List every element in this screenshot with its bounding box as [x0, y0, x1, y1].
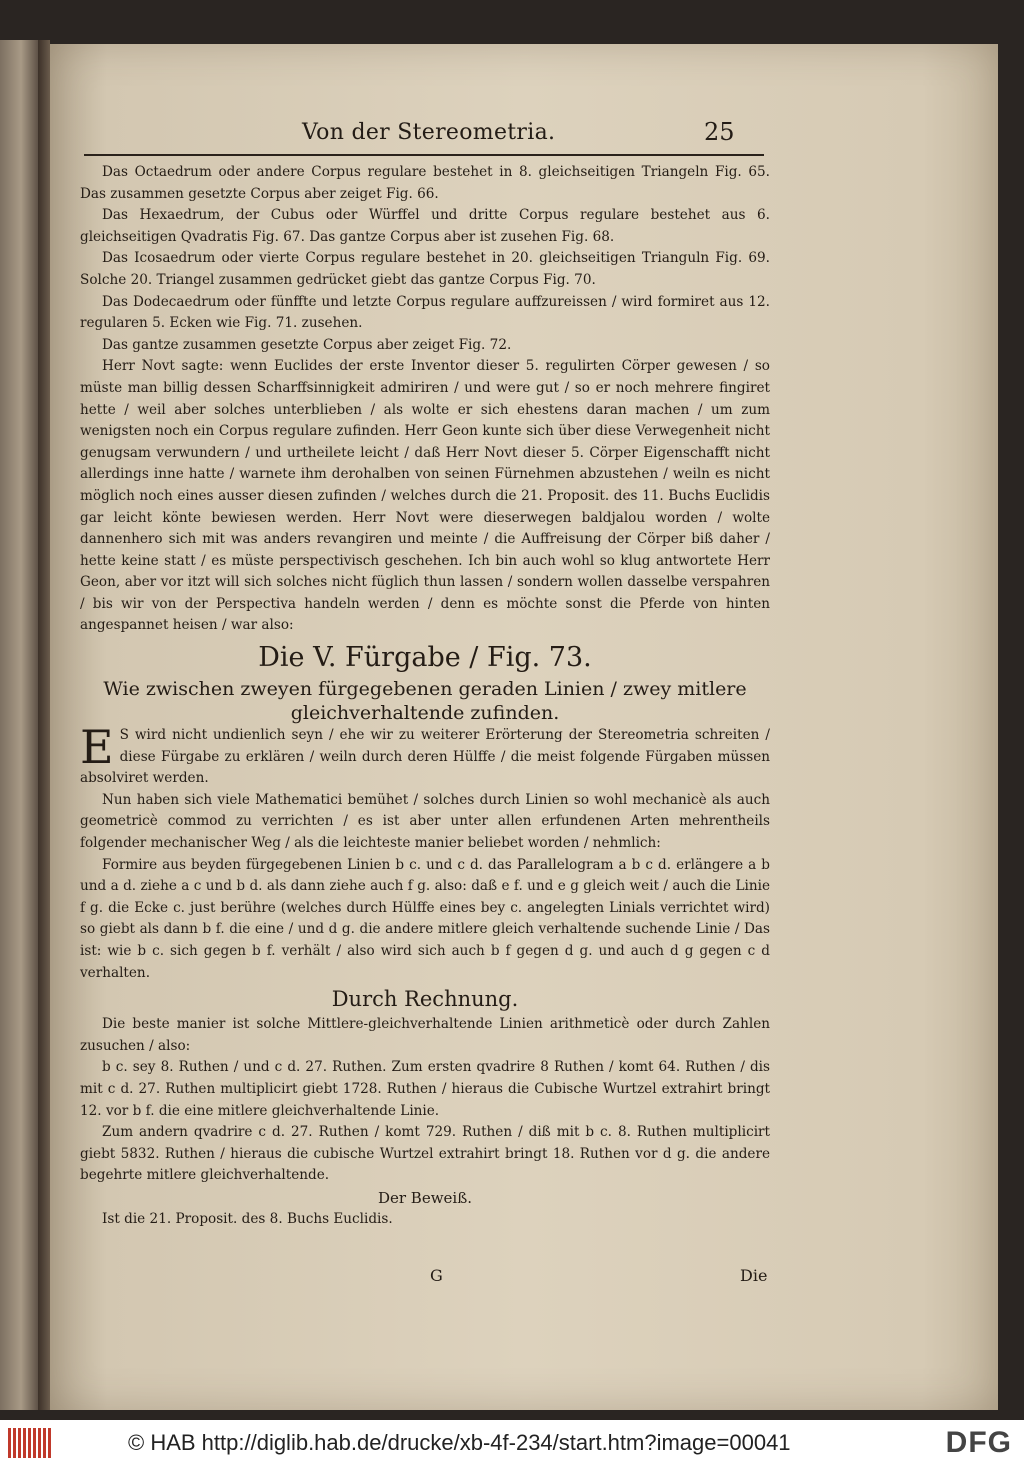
header-rule — [84, 154, 764, 156]
dfg-logo: DFG — [945, 1426, 1012, 1459]
page-number: 25 — [704, 118, 735, 146]
paragraph-formire: Formire aus beyden fürgegebenen Linien b c. und c d. das Parallelogram a b c d. erlängere a b und a d. ziehe a c und b d. als dann ziehe auch f g. also: daß e f. und e g gleich weit / auch die Linie f g. die Ecke c. just berühre (welches durch Hülffe eines bey c. angelegten Linials verrichtet wird) so giebt als dann b f. die eine / und d g. die andere mitlere gleich verhaltende suchende Linie / Das ist: wie b c. sich gegen b f. verhält / also wird sich auch b f gegen d g. und auch d g gegen c d verhalten. — [80, 856, 770, 981]
paragraph-dodecaedrum-whole: Das gantze zusammen gesetzte Corpus aber zeiget Fig. 72. — [102, 336, 512, 353]
drop-cap: E — [80, 720, 114, 775]
paragraph-beweis: Ist die 21. Proposit. des 8. Buchs Euclidis. — [102, 1210, 393, 1227]
book-spine — [38, 40, 50, 1410]
paragraph-octaedrum: Das Octaedrum oder andere Corpus regulare bestehet in 8. gleichseitigen Triangeln Fig. 65. Das zusammen gesetzte Corpus aber zeiget Fig. 66. — [80, 164, 770, 202]
paragraph-rechnung-second: Zum andern qvadrire c d. 27. Ruthen / komt 729. Ruthen / diß mit b c. 8. Ruthen multiplicirt giebt 5832. Ruthen / hieraus die cubische Wurtzel extrahirt bringt 18. Ruthen vor d g. die andere begehrte mitlere gleichverhaltende. — [80, 1124, 770, 1184]
book-page — [50, 44, 998, 1410]
paragraph-icosaedrum: Das Icosaedrum oder vierte Corpus regulare bestehet in 20. gleichseitigen Trianguln Fig. 69. Solche 20. Triangel zusammen gedrücket giebt das gantze Corpus Fig. 70. — [80, 250, 770, 288]
paragraph-hexaedrum: Das Hexaedrum, der Cubus oder Würffel und dritte Corpus regulare bestehet aus 6. gleichseitigen Qvadratis Fig. 67. Das gantze Corpus aber ist zusehen Fig. 68. — [80, 207, 770, 245]
paragraph-rechnung-intro: Die beste manier ist solche Mittlere-gleichverhaltende Linien arithmeticè oder durch Zahlen zusuchen / also: — [80, 1016, 770, 1054]
paragraph-dialogue: Herr Novt sagte: wenn Euclides der erste Inventor dieser 5. regulirten Cörper gewesen / so müste man billig dessen Scharffsinnigkeit admiriren / und were gut / so er noch mehrere fingiret hette / weil aber solches unterblieben / als wolte er sich ehestens daran machen / um zum wenigsten noch ein Corpus regulare zufinden. Herr Geon kunte sich über diese Verwegenheit nicht genugsam verwundern / und urtheilete leicht / daß Herr Novt dieser 5. Cörper Eigenschafft nicht allerdings inne hatte / warnete ihm derohalben von seinen Fürnehmen abzustehen / weiln es nicht möglich noch eines ausser diesen zufinden / welches durch die 21. Proposit. des 11. Buchs Euclidis gar leicht könte bewiesen werden. Herr Novt were dieserwegen baldjalou worden / wolte dannenhero sich mit was anders revangiren und meinte / die Auffreisung der Cörper biß daher / hette keine statt / es müste perspectivisch geschehen. Ich bin auch wohl so klug antwortete Herr Geon, aber vor itzt will sich solches nicht füglich thun lassen / sondern wollen dasselbe verspahren / bis wir von der Perspectiva handeln werden / denn es möchte sonst die Pferde von hinten angespannet heisen / war also: — [80, 358, 770, 634]
running-header: Von der Stereometria. — [302, 120, 556, 145]
rechnung-title: Durch Rechnung. — [331, 987, 519, 1012]
viewer-footer — [0, 1420, 1024, 1466]
section-intro — [80, 720, 770, 790]
beweis-title: Der Beweiß. — [377, 1188, 473, 1207]
paragraph-rechnung-first: b c. sey 8. Ruthen / und c d. 27. Ruthen. Zum ersten qvadrire 8 Ruthen / komt 64. Ruthen / dis mit c d. 27. Ruthen multiplicirt giebt 1728. Ruthen / hieraus die Cubische Wurtzel extrahirt bringt 12. vor b f. die eine mitlere gleichverhaltende Linie. — [80, 1059, 770, 1119]
page-body — [80, 162, 770, 1231]
copyright-url-link[interactable]: © HAB http://diglib.hab.de/drucke/xb-4f-234/start.htm?image=00041 — [128, 1430, 791, 1455]
paragraph-mechanici: Nun haben sich viele Mathematici bemühet / solches durch Linien so wohl mechanicè als auch geometricè commod zu verrichten / es ist aber unter allen erfundenen Arten mehrentheils folgender mechanischer Weg / als die leichteste manier beliebet worden / nehmlich: — [80, 791, 770, 852]
signature-mark: G — [430, 1266, 443, 1285]
paragraph-dodecaedrum: Das Dodecaedrum oder fünffte und letzte Corpus regulare auffzureissen / wird formiret aus 12. regularen 5. Ecken wie Fig. 71. zusehen. — [80, 293, 770, 332]
catchword: Die — [740, 1266, 768, 1285]
hab-logo-icon — [8, 1428, 52, 1458]
section-title: Die V. Fürgabe / Fig. 73. — [258, 642, 592, 674]
facing-page-edge — [0, 40, 38, 1410]
section-intro-text: S wird nicht undienlich seyn / ehe wir zu weiterer Erörterung der Stereometria schreiten / diese Fürgabe zu erklären / weiln durch deren Hülffe / die meist folgende Fürgaben müssen absolviret werden. — [80, 727, 770, 787]
section-subtitle: Wie zwischen zweyen fürgegebenen geraden Linien / zwey mitlere gleichverhaltende zufinden. — [103, 678, 747, 725]
